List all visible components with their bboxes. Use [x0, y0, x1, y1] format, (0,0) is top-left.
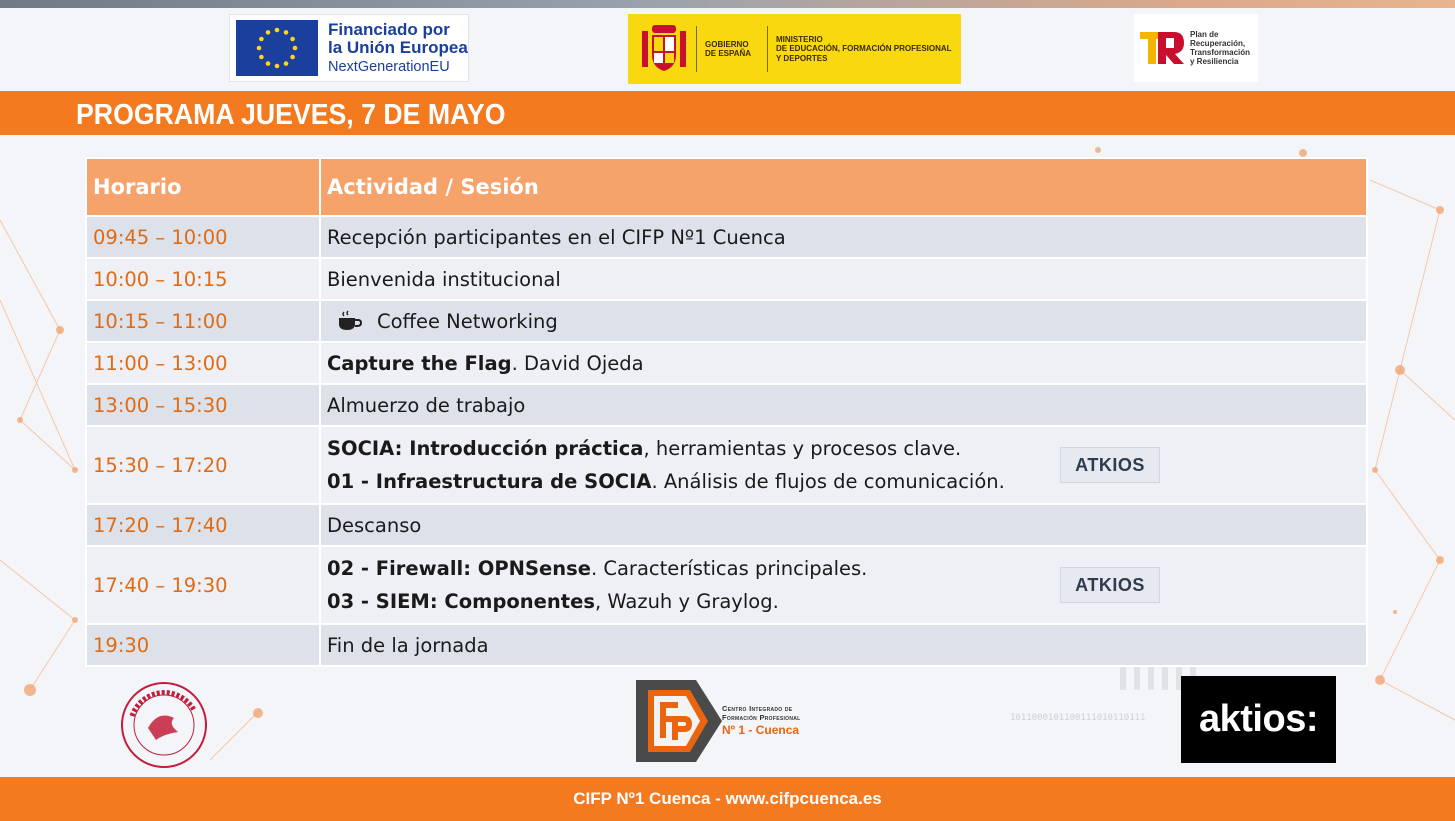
table-row: [86, 342, 1367, 384]
row-time: 17:20 – 17:40: [86, 504, 320, 546]
svg-text:1011000101100111010110111: 1011000101100111010110111: [1010, 713, 1146, 723]
row-activity: Almuerzo de trabajo: [320, 384, 1367, 426]
table-row: [86, 426, 1367, 504]
header-time: Horario: [86, 158, 320, 216]
page-title: PROGRAMA JUEVES, 7 DE MAYO: [76, 99, 506, 131]
activity-bold: 02 - Firewall: OPNSense: [327, 557, 591, 580]
activity-rest: , herramientas y procesos clave.: [643, 437, 962, 460]
prtr-line2: Recuperación,: [1190, 38, 1246, 48]
atkios-badge: ATKIOS: [1060, 567, 1160, 603]
row-activity: [320, 546, 1367, 624]
gob-line2c: Y DEPORTES: [776, 53, 828, 63]
title-bar: [0, 91, 1455, 135]
row-time: 17:40 – 19:30: [86, 546, 320, 624]
rafael-alberti-logo: [118, 680, 210, 770]
gob-line1a: GOBIERNO: [705, 39, 749, 49]
cifp-cuenca-logo: [632, 676, 832, 766]
schedule-table: [85, 157, 1368, 667]
table-header-row: [86, 158, 1367, 216]
prtr-logo: [1134, 14, 1258, 82]
row-time: 15:30 – 17:20: [86, 426, 320, 504]
eu-line3: NextGenerationEU: [328, 58, 450, 75]
row-time: 09:45 – 10:00: [86, 216, 320, 258]
header-activity: Actividad / Sesión: [320, 158, 1367, 216]
atkios-badge: ATKIOS: [1060, 447, 1160, 483]
cifp-line1: Centro Integrado de: [722, 703, 793, 713]
activity-rest: . David Ojeda: [511, 351, 644, 375]
table-row: [86, 300, 1367, 342]
activity-bold: 03 - SIEM: Componentes: [327, 590, 595, 613]
eu-flag-icon: [236, 20, 318, 76]
footer-text: CIFP Nº1 Cuenca - www.cifpcuenca.es: [573, 789, 882, 808]
row-time: 19:30: [86, 624, 320, 666]
activity-bold: 01 - Infraestructura de SOCIA: [327, 470, 652, 493]
activity-bold: SOCIA: Introducción práctica: [327, 437, 644, 460]
aktios-wordmark: aktios:: [1199, 698, 1318, 740]
cifp-line2: Formación Profesional: [722, 713, 801, 722]
row-activity: Fin de la jornada: [320, 624, 1367, 666]
row-activity: Bienvenida institucional: [320, 258, 1367, 300]
fp-hexagon-icon: [632, 676, 726, 766]
gobierno-ministerio-logo: [628, 14, 961, 84]
aktios-logo: [1181, 676, 1336, 763]
eu-funding-logo: [229, 14, 469, 82]
table-row: [86, 504, 1367, 546]
table-row: [86, 258, 1367, 300]
row-activity: [320, 300, 1367, 342]
prtr-line1: Plan de: [1190, 29, 1219, 39]
table-row: [86, 624, 1367, 666]
prtr-line4: y Resiliencia: [1190, 57, 1239, 67]
table-row: [86, 384, 1367, 426]
tr-mark-icon: [1136, 22, 1188, 74]
activity-rest: . Características principales.: [590, 557, 868, 580]
gob-line1b: DE ESPAÑA: [705, 49, 752, 58]
activity-rest: . Análisis de flujos de comunicación.: [651, 470, 1005, 493]
cifp-line3: Nº 1 - Cuenca: [722, 723, 800, 738]
table-row: [86, 216, 1367, 258]
prtr-line3: Transformación: [1190, 48, 1251, 57]
row-activity: Descanso: [320, 504, 1367, 546]
coffee-label: Coffee Networking: [377, 309, 558, 333]
spain-crest-icon: [636, 21, 692, 77]
gob-line2b: DE EDUCACIÓN, FORMACIÓN PROFESIONAL: [776, 44, 952, 54]
top-strip: [0, 0, 1455, 8]
coffee-cup-icon: [337, 310, 363, 332]
activity-rest: , Wazuh y Graylog.: [594, 590, 779, 613]
gob-line2a: MINISTERIO: [776, 35, 823, 45]
row-time: 10:00 – 10:15: [86, 258, 320, 300]
row-time: 13:00 – 15:30: [86, 384, 320, 426]
row-activity: Recepción participantes en el CIFP Nº1 Cuenca: [320, 216, 1367, 258]
alberti-seal-icon: [118, 680, 210, 770]
footer-bar: [0, 777, 1455, 821]
eu-line1: Financiado por: [328, 20, 450, 40]
eu-line2: la Unión Europea: [328, 37, 468, 57]
row-time: 10:15 – 11:00: [86, 300, 320, 342]
row-activity: [320, 342, 1367, 384]
row-time: 11:00 – 13:00: [86, 342, 320, 384]
table-row: [86, 546, 1367, 624]
row-activity: [320, 426, 1367, 504]
activity-bold: Capture the Flag: [327, 351, 512, 375]
